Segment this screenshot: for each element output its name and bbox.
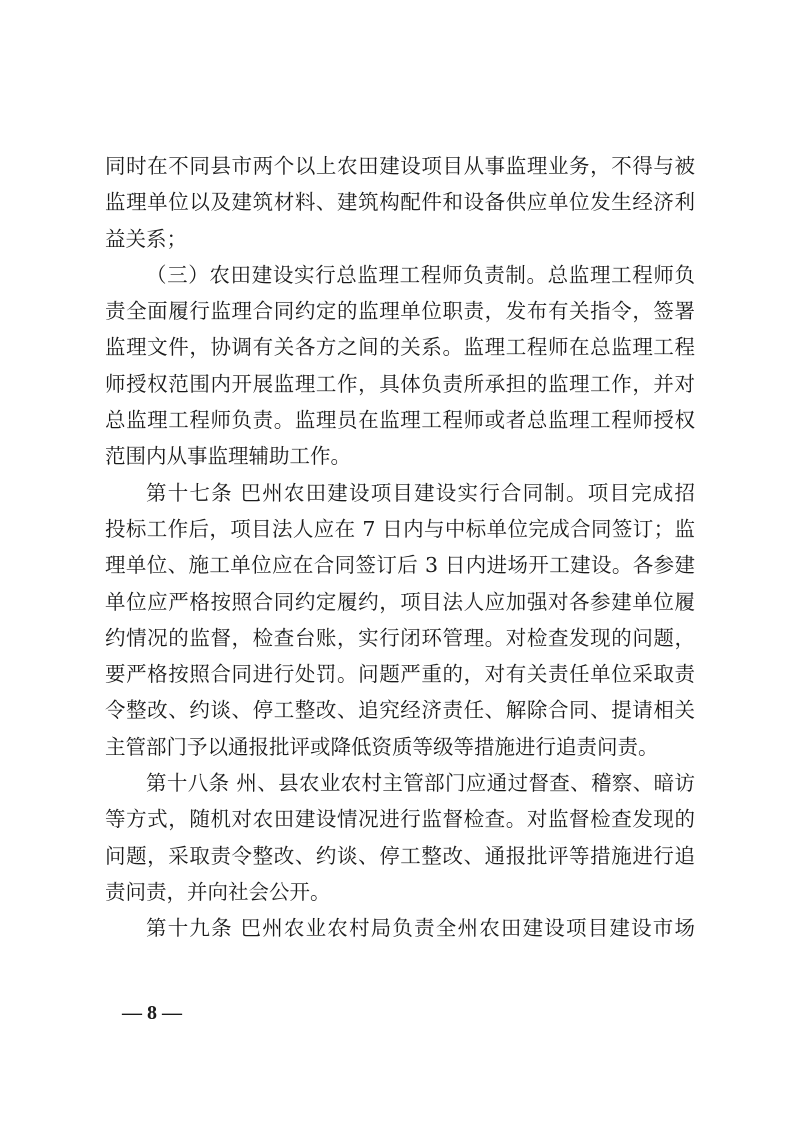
page-number: — 8 — bbox=[122, 1002, 182, 1024]
article-19-heading-line: 第十九条 巴州农业农村局负责全州农田建设项目建设市场 bbox=[146, 916, 695, 941]
text-line: 益关系； bbox=[105, 226, 187, 251]
text-line: 监理单位以及建筑材料、建筑构配件和设备供应单位发生经济利 bbox=[105, 190, 695, 215]
paragraph-start-line: （三）农田建设实行总监理工程师负责制。总监理工程师负 bbox=[146, 262, 695, 287]
text-line: 主管部门予以通报批评或降低资质等级等措施进行追责问责。 bbox=[105, 734, 659, 759]
text-line: 单位应严格按照合同约定履约，项目法人应加强对各参建单位履 bbox=[105, 589, 695, 614]
text-line: 等方式，随机对农田建设情况进行监督检查。对监督检查发现的 bbox=[105, 807, 695, 832]
text-line: 师授权范围内开展监理工作，具体负责所承担的监理工作，并对 bbox=[105, 371, 695, 396]
text-line: 责全面履行监理合同约定的监理单位职责，发布有关指令，签署 bbox=[105, 299, 695, 324]
text-line: 问题，采取责令整改、约谈、停工整改、通报批评等措施进行追 bbox=[105, 843, 695, 868]
text-line: 投标工作后，项目法人应在 7 日内与中标单位完成合同签订；监 bbox=[105, 516, 695, 541]
text-line: 理单位、施工单位应在合同签订后 3 日内进场开工建设。各参建 bbox=[105, 553, 695, 578]
document-body bbox=[105, 148, 695, 947]
text-line: 总监理工程师负责。监理员在监理工程师或者总监理工程师授权 bbox=[105, 408, 695, 433]
text-line: 令整改、约谈、停工整改、追究经济责任、解除合同、提请相关 bbox=[105, 698, 695, 723]
text-line: 约情况的监督，检查台账，实行闭环管理。对检查发现的问题， bbox=[105, 625, 695, 650]
text-line: 责问责，并向社会公开。 bbox=[105, 879, 331, 904]
text-line: 范围内从事监理辅助工作。 bbox=[105, 444, 351, 469]
text-line: 要严格按照合同进行处罚。问题严重的，对有关责任单位采取责 bbox=[105, 662, 695, 687]
article-17-heading-line: 第十七条 巴州农田建设项目建设实行合同制。项目完成招 bbox=[146, 480, 695, 505]
text-line: 监理文件，协调有关各方之间的关系。监理工程师在总监理工程 bbox=[105, 335, 695, 360]
text-line: 同时在不同县市两个以上农田建设项目从事监理业务，不得与被 bbox=[105, 154, 695, 178]
article-18-heading-line: 第十八条 州、县农业农村主管部门应通过督查、稽察、暗访 bbox=[146, 771, 695, 796]
